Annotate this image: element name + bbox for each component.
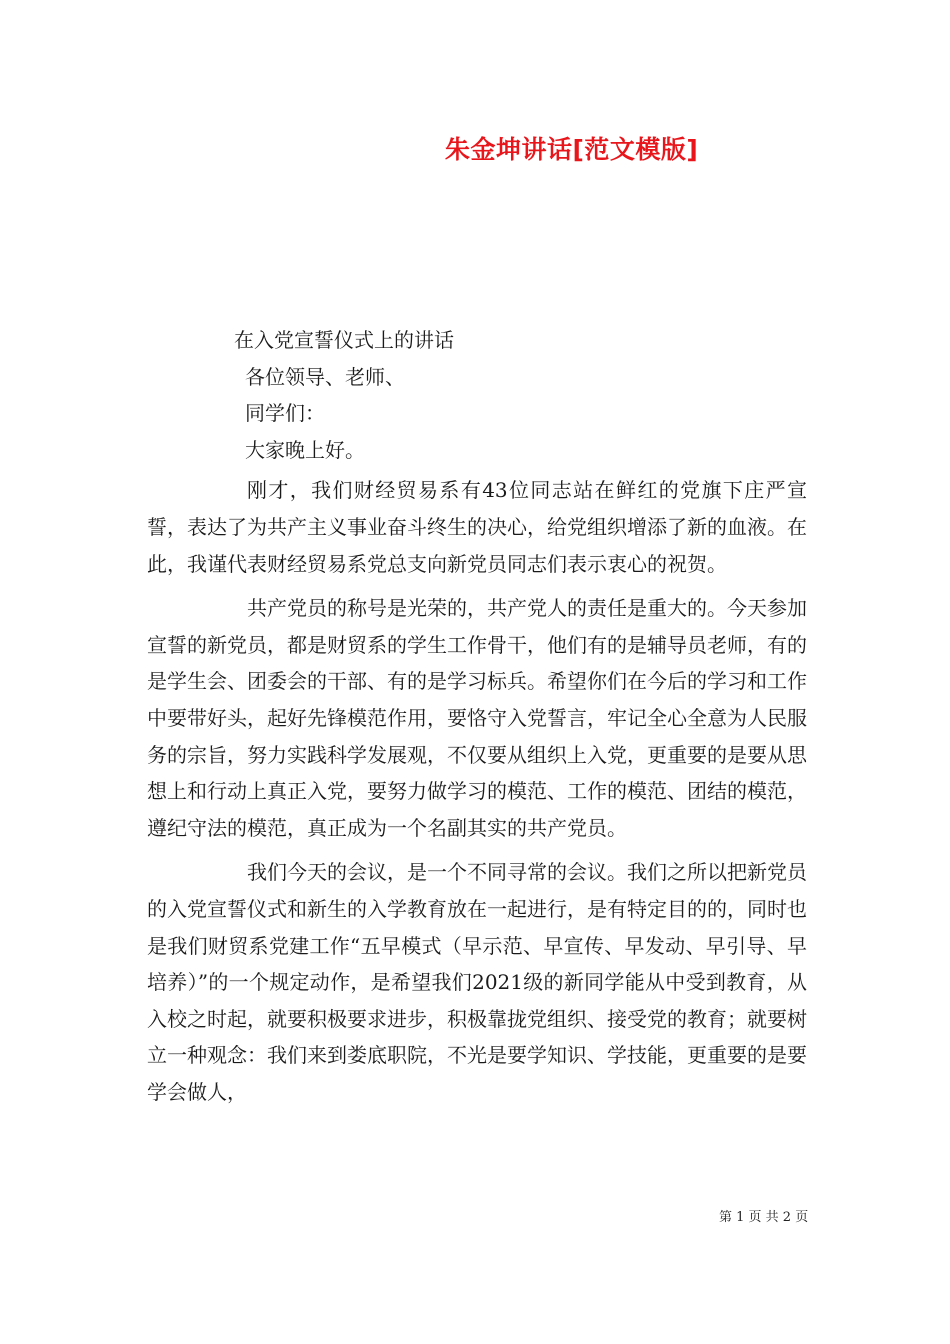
paragraph-3: 我们今天的会议，是一个不同寻常的会议。我们之所以把新党员的入党宣誓仪式和新生的入学教育放在一起进行，是有特定目的的，同时也是我们财贸系党建工作“五早模式（早示范、早宣传、早发动、早引导、早培养）”的一个规定动作，是希望我们2021级的新同学能从中受到教育，从入校之时起，就要积极要求进步，积极靠拢党组织、接受党的教育；就要树立一种观念：我们来到娄底职院，不光是要学知识、学技能，更重要的是要学会做人， [147, 860, 807, 1104]
paragraph-1: 刚才，我们财经贸易系有43位同志站在鲜红的党旗下庄严宣誓，表达了为共产主义事业奋斗终生的决心，给党组织增添了新的血液。在此，我谨代表财经贸易系党总支向新党员同志们表示衷心的祝贺。 [147, 478, 807, 576]
salutation-line-2: 同学们： [245, 401, 325, 426]
greeting: 大家晚上好。 [245, 437, 365, 462]
salutation-line-1: 各位领导、老师、 [245, 364, 405, 389]
page-footer: 第 1 页 共 2 页 [719, 1210, 809, 1225]
page-title: 朱金坤讲话[范文模版] [445, 135, 699, 164]
document-body [147, 322, 807, 1110]
paragraph-2: 共产党员的称号是光荣的，共产党人的责任是重大的。今天参加宣誓的新党员，都是财贸系的学生工作骨干，他们有的是辅导员老师，有的是学生会、团委会的干部、有的是学习标兵。希望你们在今后的学习和工作中要带好头，起好先锋模范作用，要恪守入党誓言，牢记全心全意为人民服务的宗旨，努力实践科学发展观，不仅要从组织上入党，更重要的是要从思想上和行动上真正入党，要努力做学习的模范、工作的模范、团结的模范，遵纪守法的模范，真正成为一个名副其实的共产党员。 [147, 596, 807, 840]
speech-heading: 在入党宣誓仪式上的讲话 [234, 328, 454, 352]
